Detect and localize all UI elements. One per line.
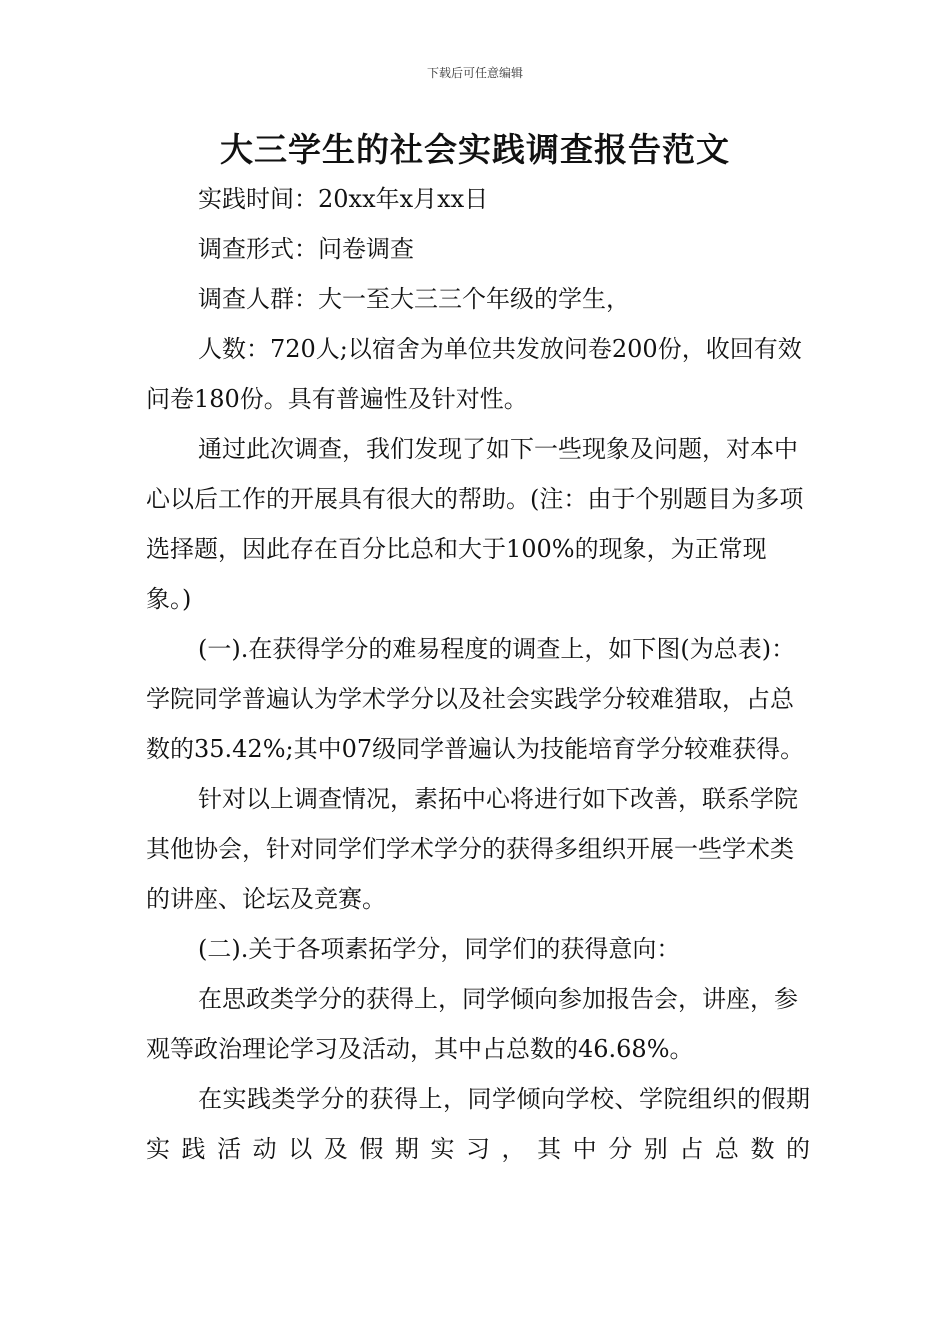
header-note: 下载后可任意编辑 (426, 66, 523, 80)
paragraph-practice-time: 实践时间：20xx年x月xx日 (198, 185, 489, 213)
paragraph-survey-form: 调查形式：问卷调查 (198, 235, 414, 263)
paragraph-section-one: (一).在获得学分的难易程度的调查上，如下图(为总表)：学院同学普遍认为学术学分以及社会实践学分较难猎取，占总数的35.42%;其中07级同学普遍认为技能培育学分较难获得。 (146, 635, 805, 763)
paragraph-headcount: 人数：720人;以宿舍为单位共发放问卷200份，收回有效问卷180份。具有普遍性及针对性。 (146, 335, 802, 413)
paragraph-political-credits: 在思政类学分的获得上，同学倾向参加报告会，讲座，参观等政治理论学习及活动，其中占总数的46.68%。 (146, 985, 798, 1063)
document-title: 大三学生的社会实践调查报告范文 (220, 130, 730, 169)
paragraph-practice-credits: 在实践类学分的获得上，同学倾向学校、学院组织的假期实践活动以及假期实习，其中分别占总数的 (146, 1085, 810, 1163)
document-body (146, 174, 810, 1174)
paragraph-findings: 通过此次调查，我们发现了如下一些现象及问题，对本中心以后工作的开展具有很大的帮助。(注：由于个别题目为多项选择题，因此存在百分比总和大于100%的现象，为正常现象。) (146, 435, 804, 613)
paragraph-survey-group: 调查人群：大一至大三三个年级的学生， (198, 285, 630, 313)
paragraph-section-two: (二).关于各项素拓学分，同学们的获得意向： (198, 935, 681, 963)
paragraph-improvement: 针对以上调查情况，素拓中心将进行如下改善，联系学院其他协会，针对同学们学术学分的获得多组织开展一些学术类的讲座、论坛及竞赛。 (146, 785, 798, 913)
